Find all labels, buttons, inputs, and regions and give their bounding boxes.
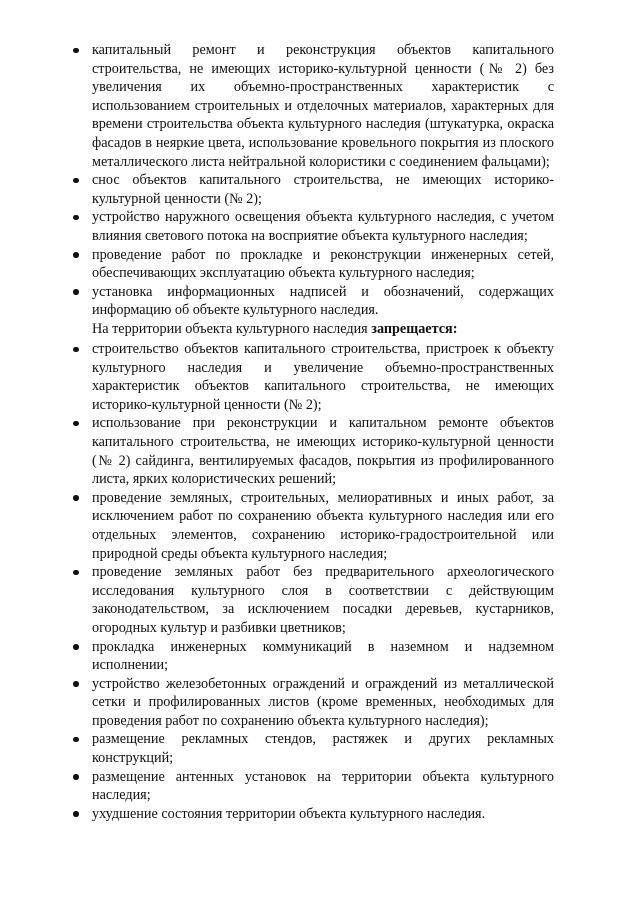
prohibitions-intro xyxy=(92,320,554,339)
list-item: устройство железобетонных ограждений и ограждений из металлической сетки и профилированных листов (кроме временных, необходимых для проведения работ по сохранению объекта культурного наследия); xyxy=(0,675,640,731)
list-item: капитальный ремонт и реконструкция объектов капитального строительства, не имеющих историко-культурной ценности (№ 2) без увеличения их объемно-пространственных характеристик с использованием строительных и отделочных материалов, характерных для времени строительства объекта культурного наследия (штукатурка, окраска фасадов в неяркие цвета, использование кровельного покрытия из плоского металлического листа нейтральной колористики с соединением фальцами); xyxy=(0,41,640,171)
list-item: устройство наружного освещения объекта культурного наследия, с учетом влияния светового потока на восприятие объекта культурного наследия; xyxy=(0,208,640,245)
intro-bold-text: запрещается: xyxy=(371,321,458,337)
list-item: проведение земляных работ без предварительного археологического исследования культурного слоя в соответствии с действующим законодательством, за исключением посадки деревьев, кустарников, огородных культур и разбивки цветников; xyxy=(0,563,640,637)
list-item: прокладка инженерных коммуникаций в наземном и надземном исполнении; xyxy=(0,638,640,675)
permitted-works-list xyxy=(0,41,640,320)
list-item: использование при реконструкции и капитальном ремонте объектов капитального строительства, не имеющих историко-культурной ценности (№ 2) сайдинга, вентилируемых фасадов, покрытия из профилированного листа, ярких колористических решений; xyxy=(0,414,640,488)
list-item: размещение антенных установок на территории объекта культурного наследия; xyxy=(0,768,640,805)
list-item: проведение земляных, строительных, мелиоративных и иных работ, за исключением работ по сохранению объекта культурного наследия или его отдельных элементов, сохранению историко-градостроительной или природной среды объекта культурного наследия; xyxy=(0,489,640,563)
intro-text: На территории объекта культурного наследия xyxy=(92,321,372,337)
list-item: строительство объектов капитального строительства, пристроек к объекту культурного наследия и увеличение объемно-пространственных характеристик объектов капитального строительства, не имеющих историко-культурной ценности (№ 2); xyxy=(0,340,640,414)
list-item: размещение рекламных стендов, растяжек и других рекламных конструкций; xyxy=(0,730,640,767)
list-item: проведение работ по прокладке и реконструкции инженерных сетей, обеспечивающих эксплуатацию объекта культурного наследия; xyxy=(0,246,640,283)
list-item: установка информационных надписей и обозначений, содержащих информацию об объекте культурного наследия. xyxy=(0,283,640,320)
list-item: снос объектов капитального строительства, не имеющих историко-культурной ценности (№ 2); xyxy=(0,171,640,208)
prohibited-works-list xyxy=(0,340,640,823)
list-item: ухудшение состояния территории объекта культурного наследия. xyxy=(0,805,640,824)
